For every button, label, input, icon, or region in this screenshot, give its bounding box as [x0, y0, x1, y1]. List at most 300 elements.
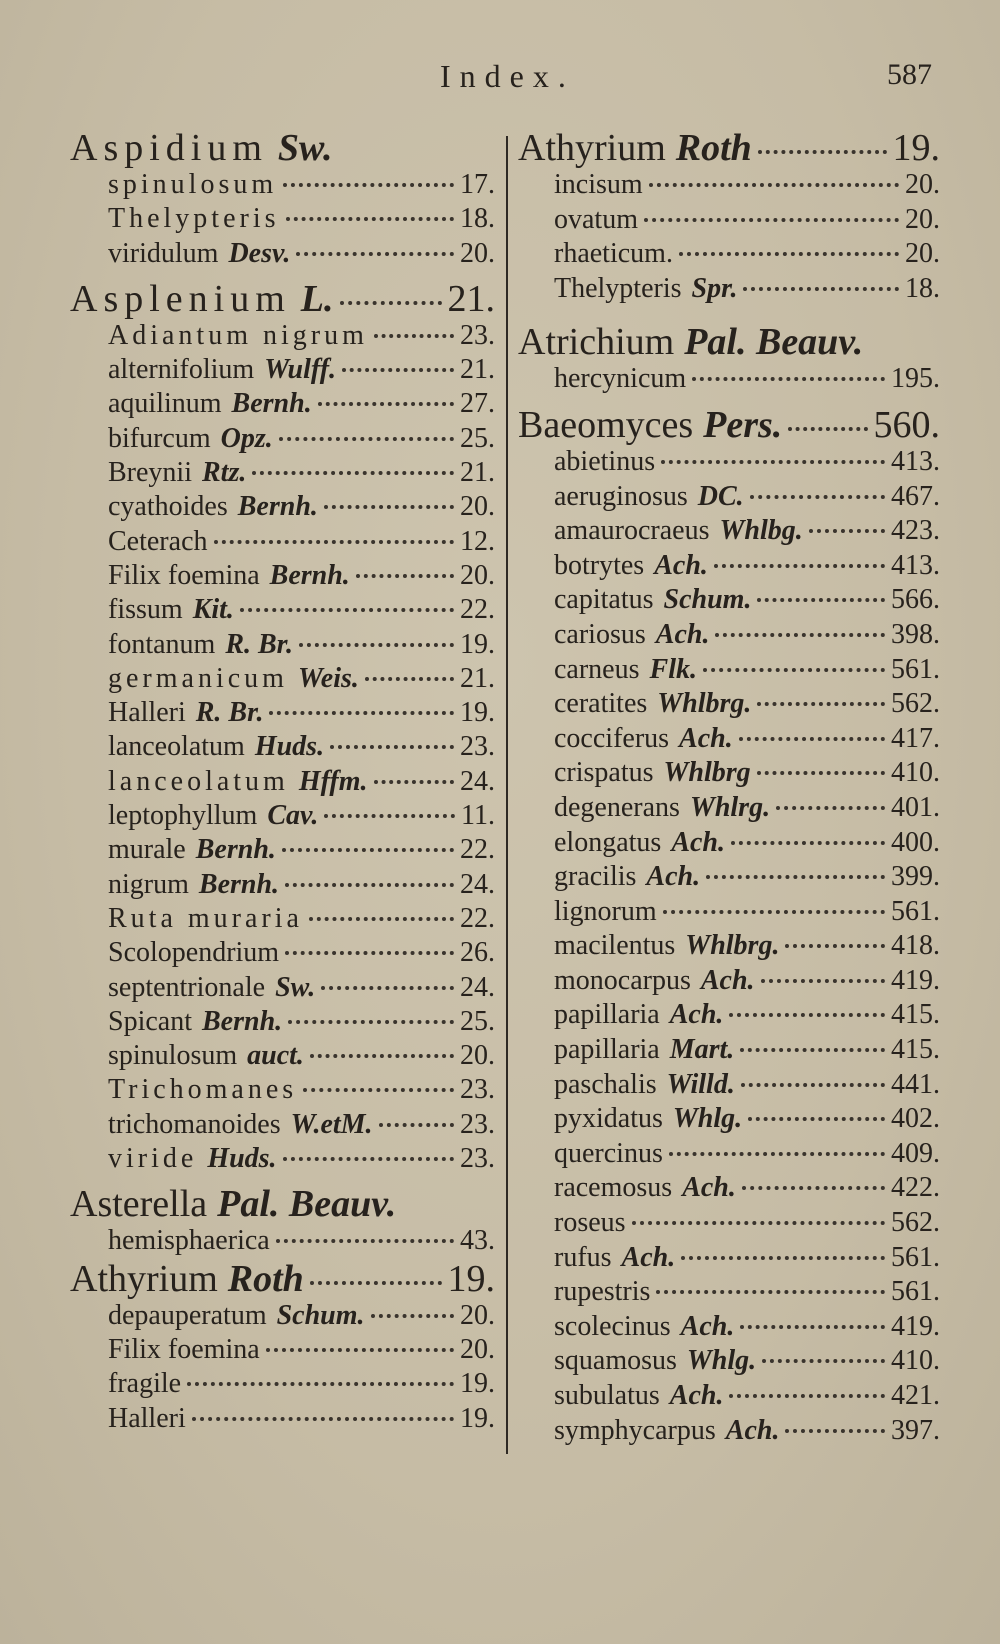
entry-name: incisum [554, 169, 643, 200]
entry-page-number: 23. [460, 731, 495, 763]
index-species-entry [70, 319, 495, 353]
entry-page-number: 43. [460, 1225, 495, 1257]
index-species-entry [70, 237, 495, 271]
entry-author: Ach. [655, 618, 710, 650]
entry-page-number: 415. [891, 999, 940, 1031]
entry-page-number: 20. [460, 237, 495, 269]
entry-name: alternifolium [108, 354, 255, 386]
entry-page-number: 415. [891, 1034, 940, 1066]
dot-leader [321, 986, 454, 990]
entry-author: Whlrg. [689, 791, 771, 823]
dot-leader [706, 875, 885, 879]
index-species-entry [518, 1275, 940, 1310]
index-species-entry [70, 422, 495, 456]
entry-author: Flk. [649, 653, 697, 685]
entry-page-number: 441. [891, 1068, 940, 1100]
index-species-entry [518, 618, 940, 653]
entry-page-number: 12. [460, 525, 495, 557]
entry-page-number: 409. [891, 1137, 940, 1169]
entry-author: Pal. Beauv. [684, 321, 864, 364]
entry-name: monocarpus [554, 964, 691, 996]
index-species-entry [70, 456, 495, 490]
dot-leader [742, 1186, 885, 1190]
entry-author: Huds. [207, 1143, 277, 1175]
entry-page-number: 20. [460, 491, 495, 523]
index-species-entry [70, 1299, 495, 1333]
index-genus-entry [70, 1184, 495, 1224]
entry-name: amaurocraeus [554, 515, 710, 547]
entry-name: Thelypteris [554, 272, 682, 304]
index-species-entry [70, 662, 495, 696]
entry-page-number: 18. [460, 203, 495, 235]
entry-author: R. Br. [225, 628, 294, 660]
entry-page-number: 11. [461, 800, 495, 832]
dot-leader [809, 529, 885, 533]
entry-name: nigrum [108, 868, 189, 900]
entry-page-number: 23. [460, 1143, 495, 1175]
entry-name: viridulum [108, 237, 219, 269]
dot-leader [330, 745, 454, 749]
entry-name: Filix foemina [108, 1333, 260, 1365]
entry-page-number: 401. [891, 791, 940, 823]
dot-leader [669, 1152, 885, 1156]
index-species-entry [518, 895, 940, 930]
entry-name: viride [108, 1143, 198, 1175]
entry-name: depauperatum [108, 1299, 267, 1331]
index-species-entry [70, 1367, 495, 1401]
entry-page-number: 410. [891, 1345, 940, 1377]
entry-author: Ach. [682, 1172, 736, 1204]
dot-leader [758, 150, 887, 154]
entry-name: lanceolatum [108, 765, 289, 797]
entry-author: Bernh. [198, 868, 280, 900]
entry-author: Ach. [725, 1414, 780, 1446]
dot-leader [296, 252, 454, 256]
entry-author: Ach. [669, 1380, 724, 1411]
dot-leader [644, 218, 899, 222]
dot-leader [356, 574, 454, 578]
dot-leader [252, 471, 454, 475]
entry-name: Baeomyces [518, 403, 694, 446]
index-species-entry [70, 525, 495, 559]
entry-page-number: 562. [891, 688, 940, 720]
index-species-entry [70, 1402, 495, 1436]
entry-author: Bernh. [269, 559, 350, 591]
entry-page-number: 21. [460, 662, 495, 694]
entry-author: Desv. [228, 237, 291, 269]
index-column-right [518, 128, 940, 1448]
dot-leader [715, 633, 885, 637]
dot-leader [692, 377, 885, 381]
index-species-entry [518, 1102, 940, 1137]
dot-leader [288, 1020, 454, 1024]
index-species-entry [518, 362, 940, 397]
index-species-entry [518, 653, 940, 688]
entry-page-number: 19. [892, 127, 940, 169]
index-species-entry [70, 902, 495, 936]
entry-name: leptophyllum [108, 800, 258, 832]
entry-page-number: 24. [460, 868, 495, 900]
dot-leader [187, 1382, 454, 1386]
dot-leader [286, 217, 454, 221]
index-species-entry [70, 936, 495, 970]
entry-author: Ach. [671, 826, 725, 858]
entry-author: Willd. [666, 1068, 735, 1100]
dot-leader [285, 883, 454, 887]
entry-author: auct. [247, 1040, 304, 1072]
entry-page-number: 20. [460, 1040, 495, 1072]
entry-page-number: 398. [891, 618, 940, 650]
index-genus-entry [70, 1259, 495, 1299]
entry-name: roseus [554, 1207, 626, 1239]
entry-name: fontanum [108, 628, 216, 660]
dot-leader [762, 1359, 885, 1363]
index-column-left [70, 128, 495, 1436]
dot-leader [318, 402, 454, 406]
entry-page-number: 20. [905, 169, 940, 200]
index-species-entry [70, 833, 495, 867]
index-species-entry [518, 687, 940, 722]
dot-leader [740, 1325, 885, 1329]
dot-leader [761, 979, 885, 983]
index-species-entry [518, 964, 940, 999]
dot-leader [739, 737, 885, 741]
index-species-entry [518, 203, 940, 238]
entry-page-number: 22. [460, 594, 495, 626]
entry-author: Ach. [621, 1241, 676, 1273]
entry-name: scolecinus [554, 1310, 671, 1342]
entry-name: pyxidatus [554, 1103, 663, 1135]
entry-author: Bernh. [237, 491, 318, 523]
index-species-entry [70, 1142, 495, 1176]
dot-leader [340, 301, 442, 305]
entry-author: Whlbrg. [685, 930, 780, 962]
index-species-entry [518, 514, 940, 549]
index-species-entry [518, 583, 940, 618]
entry-name: Athyrium [70, 1257, 218, 1300]
entry-name: rhaeticum. [554, 238, 673, 270]
entry-name: Filix foemina [108, 559, 260, 591]
index-species-entry [518, 272, 940, 307]
entry-author: DC. [697, 480, 744, 512]
page-number: 587 [887, 58, 932, 91]
entry-author: Ach. [669, 999, 724, 1031]
index-species-entry [518, 929, 940, 964]
entry-page-number: 19. [460, 697, 495, 729]
running-title: Index. [440, 58, 575, 94]
entry-name: ovatum [554, 203, 638, 235]
dot-leader [729, 1013, 885, 1017]
index-species-entry [70, 765, 495, 799]
entry-name: spinulosum [108, 169, 278, 200]
entry-name: aquilinum [108, 388, 222, 420]
entry-name: racemosus [554, 1172, 673, 1204]
dot-leader [681, 1256, 885, 1260]
index-species-entry [70, 490, 495, 524]
index-species-entry [518, 826, 940, 861]
dot-leader [269, 711, 454, 715]
index-species-entry [70, 971, 495, 1005]
dot-leader [371, 1314, 454, 1318]
entry-page-number: 23. [460, 1108, 495, 1140]
entry-author: Rtz. [202, 457, 247, 489]
index-genus-entry [518, 128, 940, 168]
entry-author: Wulff. [264, 354, 337, 386]
entry-name: symphycarpus [554, 1414, 716, 1446]
dot-leader [276, 1239, 454, 1243]
entry-page-number: 25. [460, 1005, 495, 1037]
index-species-entry [518, 237, 940, 272]
dot-leader [310, 1054, 454, 1058]
entry-page-number: 561. [891, 1276, 940, 1308]
dot-leader [741, 1083, 885, 1087]
dot-leader [661, 460, 885, 464]
index-species-entry [518, 1379, 940, 1414]
index-species-entry [518, 1414, 940, 1449]
index-species-entry [70, 1073, 495, 1107]
dot-leader [299, 643, 454, 647]
entry-page-number: 20. [460, 1333, 495, 1365]
entry-author: L. [300, 277, 334, 320]
dot-leader [785, 1429, 885, 1433]
dot-leader [303, 1088, 454, 1092]
entry-author: Spr. [691, 272, 738, 304]
entry-page-number: 413. [891, 445, 940, 477]
entry-name: rupestris [554, 1276, 651, 1308]
entry-name: paschalis [554, 1068, 657, 1100]
dot-leader [743, 287, 899, 291]
index-species-entry [70, 353, 495, 387]
entry-name: Thelypteris [108, 203, 280, 235]
entry-name: ceratites [554, 688, 648, 720]
index-species-entry [70, 202, 495, 236]
dot-leader [663, 910, 885, 914]
entry-page-number: 19. [460, 628, 495, 660]
entry-author: R. Br. [195, 697, 264, 729]
index-species-entry [518, 1171, 940, 1206]
entry-author: Ach. [679, 722, 733, 754]
entry-page-number: 419. [891, 964, 940, 996]
entry-page-number: 418. [891, 930, 940, 962]
dot-leader [192, 1417, 454, 1421]
entry-name: squamosus [554, 1345, 677, 1377]
index-genus-entry [70, 128, 495, 168]
entry-name: Adiantum nigrum [108, 319, 368, 351]
index-species-entry [70, 1333, 495, 1367]
entry-page-number: 467. [891, 480, 940, 512]
dot-leader [365, 677, 454, 681]
dot-leader [309, 917, 454, 921]
entry-page-number: 23. [460, 1074, 495, 1106]
index-species-entry [70, 1039, 495, 1073]
index-genus-entry [518, 322, 940, 362]
entry-author: Mart. [669, 1034, 735, 1066]
index-species-entry [518, 722, 940, 757]
entry-name: Atrichium [518, 321, 675, 364]
dot-leader [679, 252, 899, 256]
entry-page-number: 23. [460, 319, 495, 351]
entry-name: abietinus [554, 445, 656, 477]
entry-page-number: 21. [460, 457, 495, 489]
entry-page-number: 399. [891, 861, 940, 893]
entry-author: Weis. [297, 662, 359, 694]
entry-name: hercynicum [554, 363, 687, 395]
entry-name: quercinus [554, 1137, 663, 1169]
entry-name: lignorum [554, 895, 657, 927]
dot-leader [342, 368, 454, 372]
dot-leader [279, 437, 454, 441]
dot-leader [750, 495, 885, 499]
dot-leader [785, 944, 885, 948]
entry-name: botrytes [554, 549, 645, 581]
dot-leader [282, 848, 454, 852]
dot-leader [324, 505, 454, 509]
index-species-entry [70, 559, 495, 593]
entry-name: Breynii [108, 457, 192, 489]
entry-author: Huds. [254, 731, 325, 763]
index-species-entry [70, 1108, 495, 1142]
entry-author: Ach. [654, 549, 708, 581]
index-species-entry [518, 549, 940, 584]
index-species-entry [70, 593, 495, 627]
entry-name: Aspidium [70, 127, 268, 169]
index-species-entry [518, 168, 940, 203]
entry-page-number: 562. [891, 1207, 940, 1239]
entry-name: trichomanoides [108, 1108, 281, 1140]
entry-name: elongatus [554, 826, 662, 858]
dot-leader [729, 1394, 885, 1398]
index-species-entry [518, 1206, 940, 1241]
entry-page-number: 25. [460, 422, 495, 454]
entry-page-number: 24. [460, 765, 495, 797]
entry-name: fissum [108, 594, 183, 626]
index-species-entry [518, 1033, 940, 1068]
dot-leader [714, 564, 885, 568]
entry-author: Roth [227, 1257, 304, 1300]
entry-name: papillaria [554, 1034, 660, 1066]
entry-author: Pers. [703, 403, 783, 446]
entry-name: spinulosum [108, 1040, 238, 1072]
entry-name: Trichomanes [108, 1074, 298, 1106]
entry-name: Scolopendrium [108, 937, 280, 969]
index-genus-entry [518, 405, 940, 445]
entry-page-number: 22. [460, 902, 495, 934]
entry-name: hemisphaerica [108, 1225, 270, 1257]
entry-name: papillaria [554, 999, 660, 1031]
dot-leader [649, 183, 899, 187]
entry-author: Opz. [220, 422, 273, 454]
entry-page-number: 19. [447, 1257, 495, 1300]
entry-author: Schum. [663, 584, 752, 616]
entry-name: cyathoides [108, 491, 228, 523]
entry-page-number: 21. [447, 277, 495, 320]
dot-leader [757, 702, 885, 706]
entry-author: Sw. [277, 127, 333, 169]
index-species-entry [518, 1068, 940, 1103]
dot-leader [757, 771, 885, 775]
entry-name: bifurcum [108, 422, 211, 454]
entry-page-number: 561. [891, 1241, 940, 1273]
dot-leader [776, 806, 885, 810]
dot-leader [731, 841, 885, 845]
entry-author: Whlbg. [719, 515, 803, 547]
entry-author: Bernh. [202, 1005, 283, 1037]
index-species-entry [518, 756, 940, 791]
entry-name: Asterella [70, 1183, 208, 1226]
index-genus-entry [70, 279, 495, 319]
entry-name: Spicant [108, 1005, 192, 1037]
entry-page-number: 20. [460, 1299, 495, 1331]
entry-page-number: 413. [891, 549, 940, 581]
entry-name: germanicum [108, 662, 288, 694]
dot-leader [757, 598, 885, 602]
index-species-entry [70, 868, 495, 902]
dot-leader [656, 1290, 885, 1294]
index-species-entry [70, 1005, 495, 1039]
entry-name: murale [108, 834, 186, 866]
entry-author: W.etM. [290, 1108, 373, 1140]
entry-page-number: 421. [891, 1380, 940, 1411]
entry-page-number: 419. [891, 1310, 940, 1342]
index-species-entry [518, 791, 940, 826]
entry-page-number: 27. [460, 388, 495, 420]
entry-page-number: 561. [891, 653, 940, 685]
entry-name: Ruta muraria [108, 902, 303, 934]
entry-name: cariosus [554, 618, 646, 650]
entry-author: Whlg. [686, 1345, 757, 1377]
entry-name: Ceterach [108, 525, 208, 557]
entry-author: Ach. [646, 861, 701, 893]
dot-leader [266, 1348, 454, 1352]
index-species-entry [70, 387, 495, 421]
entry-name: subulatus [554, 1380, 660, 1411]
entry-author: Whlbrg [663, 757, 751, 789]
index-species-entry [70, 730, 495, 764]
entry-author: Ach. [700, 964, 755, 996]
entry-name: Halleri [108, 1402, 186, 1434]
dot-leader [283, 183, 454, 187]
entry-page-number: 26. [460, 937, 495, 969]
entry-page-number: 566. [891, 584, 940, 616]
entry-name: crispatus [554, 757, 654, 789]
dot-leader [240, 608, 454, 612]
index-species-entry [518, 480, 940, 515]
dot-leader [748, 1117, 885, 1121]
entry-page-number: 397. [891, 1414, 940, 1446]
entry-author: Sw. [275, 971, 316, 1003]
index-species-entry [70, 1224, 495, 1258]
entry-name: carneus [554, 653, 640, 685]
entry-page-number: 422. [891, 1172, 940, 1204]
entry-name: aeruginosus [554, 480, 688, 512]
index-species-entry [518, 1310, 940, 1345]
entry-name: septentrionale [108, 971, 266, 1003]
index-species-entry [70, 168, 495, 202]
index-species-entry [518, 998, 940, 1033]
entry-author: Cav. [267, 800, 319, 832]
entry-page-number: 22. [460, 834, 495, 866]
dot-leader [374, 334, 454, 338]
entry-author: Whlbrg. [657, 688, 752, 720]
entry-page-number: 400. [891, 826, 940, 858]
entry-name: degenerans [554, 791, 680, 823]
dot-leader [632, 1221, 885, 1225]
entry-page-number: 195. [891, 363, 940, 395]
entry-page-number: 17. [460, 169, 495, 200]
entry-author: Bernh. [195, 834, 276, 866]
index-species-entry [518, 860, 940, 895]
entry-page-number: 402. [891, 1103, 940, 1135]
